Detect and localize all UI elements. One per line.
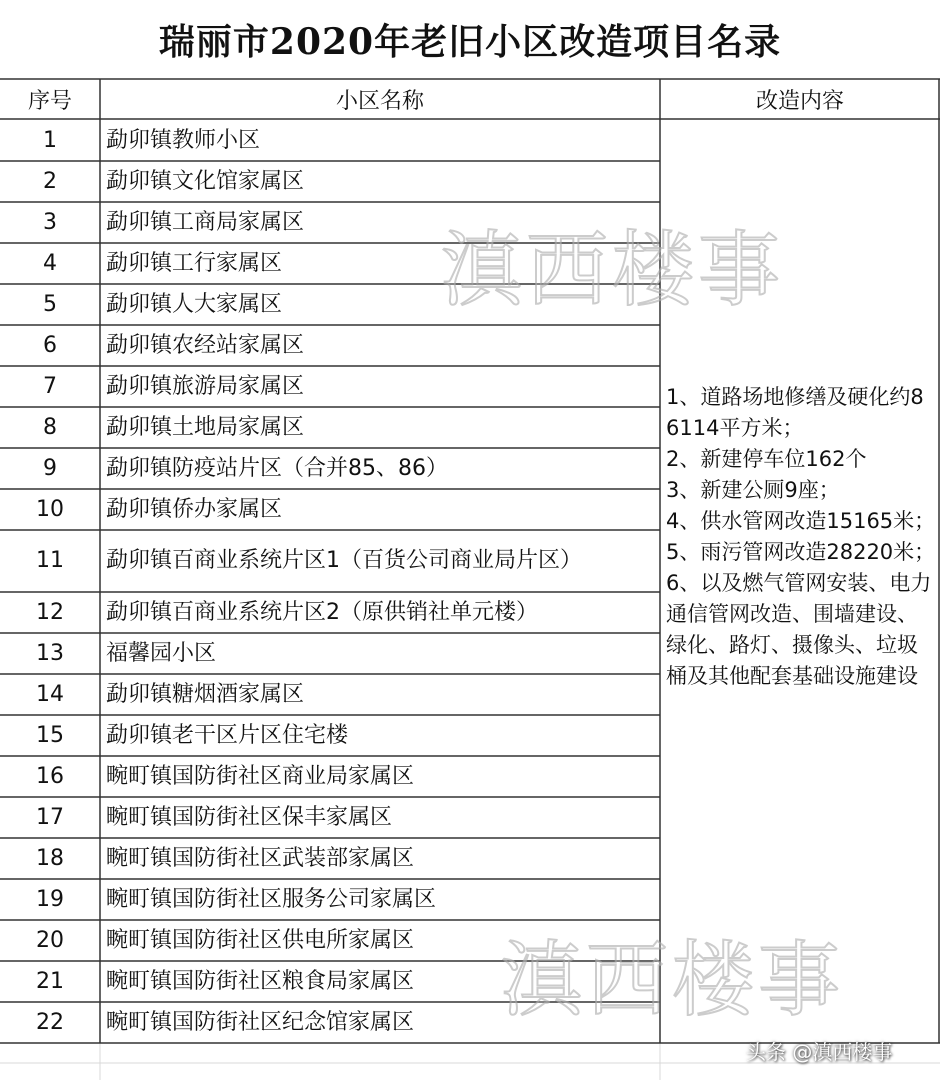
row-number: 14 (36, 681, 64, 707)
row-number: 2 (43, 168, 57, 194)
row-number: 12 (36, 599, 64, 625)
community-name: 勐卯镇百商业系统片区1（百货公司商业局片区） (106, 548, 582, 573)
community-name: 勐卯镇农经站家属区 (106, 332, 305, 358)
watermark-top: 滇西楼事 (440, 223, 785, 318)
header-no: 序号 (27, 88, 72, 114)
page-title: 瑞丽市2020年老旧小区改造项目名录 (158, 20, 782, 63)
row-number: 9 (43, 455, 57, 481)
row-number: 21 (36, 968, 64, 994)
community-name: 勐卯镇文化馆家属区 (106, 168, 305, 194)
row-number: 3 (43, 209, 57, 235)
community-name: 勐卯镇侨办家属区 (106, 496, 283, 522)
community-name: 勐卯镇糖烟酒家属区 (106, 681, 305, 707)
community-name: 畹町镇国防街社区粮食局家属区 (106, 968, 415, 994)
row-number: 8 (43, 414, 57, 440)
row-number: 20 (36, 927, 64, 953)
community-name: 勐卯镇人大家属区 (106, 291, 283, 317)
community-name: 勐卯镇百商业系统片区2（原供销社单元楼） (106, 599, 538, 625)
community-name: 勐卯镇土地局家属区 (106, 414, 305, 440)
row-number: 4 (43, 250, 57, 276)
row-number: 7 (43, 373, 57, 399)
content-line: 3、新建公厕9座； (666, 478, 840, 502)
row-number: 5 (43, 291, 57, 317)
row-number: 18 (36, 845, 64, 871)
header-content: 改造内容 (755, 88, 844, 114)
community-name: 畹町镇国防街社区武装部家属区 (106, 845, 415, 871)
community-name: 勐卯镇老干区片区住宅楼 (106, 722, 349, 748)
row-number: 1 (43, 127, 57, 153)
row-number: 15 (36, 722, 64, 748)
row-number: 22 (36, 1009, 64, 1035)
row-number: 6 (43, 332, 57, 358)
content-line: 1、道路场地修缮及硬化约86114平方米； (666, 385, 924, 440)
community-name: 畹町镇国防街社区商业局家属区 (106, 763, 415, 789)
community-name: 畹町镇国防街社区保丰家属区 (106, 804, 393, 830)
community-name: 勐卯镇旅游局家属区 (106, 373, 305, 399)
content-line: 6、以及燃气管网安装、电力通信管网改造、围墙建设、绿化、路灯、摄像头、垃圾桶及其他配套基础设施建设 (666, 571, 932, 688)
content-line: 4、供水管网改造15165米； (666, 509, 936, 533)
community-name: 畹町镇国防街社区服务公司家属区 (106, 886, 437, 912)
source-credit: 头条 @滇西楼事 (746, 1040, 893, 1064)
community-name: 畹町镇国防街社区纪念馆家属区 (106, 1009, 415, 1035)
content-line: 2、新建停车位162个 (666, 447, 867, 471)
header-name: 小区名称 (335, 88, 424, 114)
row-number: 10 (36, 496, 64, 522)
community-name: 福馨园小区 (106, 640, 217, 666)
content-line: 5、雨污管网改造28220米； (666, 540, 936, 564)
community-name: 勐卯镇工行家属区 (106, 250, 283, 276)
community-name: 勐卯镇防疫站片区（合并85、86） (106, 455, 448, 481)
watermark-bottom: 滇西楼事 (500, 933, 845, 1028)
row-number: 16 (36, 763, 64, 789)
community-name: 勐卯镇工商局家属区 (106, 209, 305, 235)
row-number: 19 (36, 886, 64, 912)
renovation-content-cell (660, 120, 940, 1040)
community-name: 勐卯镇教师小区 (106, 127, 261, 153)
row-number: 13 (36, 640, 64, 666)
row-number: 17 (36, 804, 64, 830)
row-number: 11 (36, 548, 64, 573)
community-name: 畹町镇国防街社区供电所家属区 (106, 927, 415, 953)
